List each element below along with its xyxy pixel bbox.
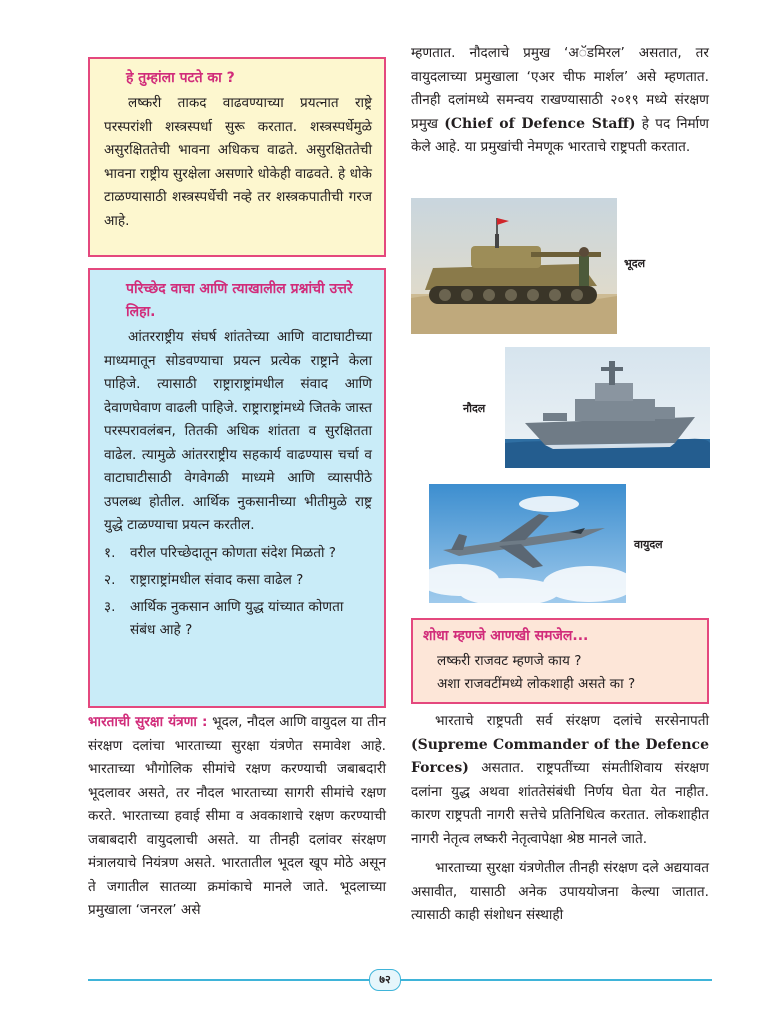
question-number: २.	[104, 571, 116, 588]
read-box	[88, 268, 386, 708]
airforce-jet-image	[429, 484, 626, 603]
right-top-text-before: म्हणतात. नौदलाचे प्रमुख ‘अॅडमिरल’ असतात, तर वायुदलाच्या प्रमुखाला ‘एअर चीफ मार्शल’ असे म्हणतात. तीनही दलांमध्ये समन्वय राखण्यासाठी २०१९ मध्ये संरक्षण प्रमुख	[411, 45, 709, 132]
right-top-english: (Chief of Defence Staff)	[444, 115, 636, 132]
modernization-paragraph: भारताच्या सुरक्षा यंत्रणेतील तीनही संरक्षण दले अद्ययावत असावीत, यासाठी अनेक उपाययोजना केल्या जातात. त्यासाठी काही संशोधन संस्थाही	[411, 860, 709, 923]
question-text: आर्थिक नुकसान आणि युद्ध यांच्यात कोणता संबंध आहे ?	[130, 598, 344, 638]
airforce-label: वायुदल	[634, 538, 663, 551]
section-lead: भारताची सुरक्षा यंत्रणा :	[88, 714, 208, 730]
find-box-line: लष्करी राजवट म्हणजे काय ?	[437, 653, 582, 669]
question-number: १.	[104, 544, 116, 561]
question-list	[104, 542, 372, 642]
think-box-text: लष्करी ताकद वाढवण्याच्या प्रयत्नात राष्ट्रे परस्परांशी शस्त्रस्पर्धा सुरू करतात. शस्त्रस्पर्धेमुळे असुरक्षिततेची भावना अधिकच वाढते. असुरक्षिततेची भावना राष्ट्रीय सुरक्षेला असणारे धोकेही वाढवते. हे धोके टाळण्यासाठी शस्त्रस्पर्धेची नव्हे तर शस्त्रकपातीची गरज आहे.	[104, 95, 372, 229]
question-item	[104, 569, 372, 592]
question-text: राष्ट्राराष्ट्रांमधील संवाद कसा वाढेल ?	[130, 571, 304, 588]
right-bottom-text	[411, 710, 709, 934]
think-box-heading: हे तुम्हांला पटते का ?	[126, 70, 235, 86]
page-number: ७२	[369, 969, 401, 991]
find-box-line: अशा राजवटींमध्ये लोकशाही असते का ?	[437, 676, 636, 692]
army-label: भूदल	[624, 257, 646, 270]
read-box-heading: परिच्छेद वाचा आणि त्याखालील प्रश्नांची उत्तरे लिहा.	[126, 281, 353, 320]
president-text-after: असतात. राष्ट्रपतींच्या संमतीशिवाय संरक्षण दलांना युद्ध अथवा शांततेसंबंधी निर्णय घेता येत नाहीत. कारण राष्ट्रपती नागरी सत्तेचे प्रतिनिधित्व करतात. लोकशाहीत नागरी नेतृत्व लष्करी नेतृत्वापेक्षा श्रेष्ठ मानले जाते.	[411, 760, 709, 847]
question-text: वरील परिच्छेदातून कोणता संदेश मिळतो ?	[130, 544, 337, 561]
army-tank-image	[411, 198, 617, 334]
question-number: ३.	[104, 598, 116, 615]
president-text-before: भारताचे राष्ट्रपती सर्व संरक्षण दलांचे सरसेनापती	[435, 713, 709, 729]
president-paragraph	[411, 710, 709, 851]
security-system-paragraph	[88, 711, 386, 923]
right-top-text-after: हे पद निर्माण केले आहे. या प्रमुखांची नेमणूक भारताचे राष्ट्रपती करतात.	[411, 115, 709, 155]
find-box-heading: शोधा म्हणजे आणखी समजेल...	[423, 628, 589, 644]
question-item	[104, 596, 372, 642]
section-text: भूदल, नौदल आणि वायुदल या तीन संरक्षण दलांचा भारताच्या सुरक्षा यंत्रणेत समावेश आहे. भारताच्या भौगोलिक सीमांचे रक्षण करण्याची जबाबदारी भूदलावर असते, तर नौदल भारताच्या सागरी सीमांचे रक्षण करते. भारताच्या हवाई सीमा व अवकाशाचे रक्षण करण्याची जबाबदारी वायुदलाची असते. या तीनही दलांवर संरक्षण मंत्रालयाचे नियंत्रण असते. भारतातील भूदल खूप मोठे असून ते जगातील सातव्या क्रमांकाचे मानले जाते. भूदलाच्या प्रमुखाला ‘जनरल’ असे	[88, 714, 386, 918]
find-box	[411, 618, 709, 704]
president-english: (Supreme Commander of the Defence Forces)	[411, 736, 709, 776]
navy-ship-image	[505, 347, 710, 468]
navy-label: नौदल	[463, 402, 486, 415]
question-item	[104, 542, 372, 565]
read-box-text: आंतरराष्ट्रीय संघर्ष शांततेच्या आणि वाटाघाटीच्या माध्यमातून सोडवण्याचा प्रयत्न प्रत्येक राष्ट्राने केला पाहिजे. त्यासाठी राष्ट्राराष्ट्रांमधील संवाद आणि देवाणघेवाण वाढली पाहिजे. राष्ट्राराष्ट्रांमध्ये जितके जास्त परस्परावलंबन, तितकी अधिक शांतता व सुरक्षितता वाढेल. त्यामुळे आंतरराष्ट्रीय सहकार्य वाढण्यास चर्चा व वाटाघाटीसाठी वेगवेगळी माध्यमे आणि व्यासपीठे उपलब्ध होतील. आर्थिक नुकसानीच्या भीतीमुळे राष्ट्र युद्धे टाळण्याचा प्रयत्न करतील.	[104, 329, 372, 533]
right-top-paragraph	[411, 42, 709, 160]
think-box	[88, 57, 386, 257]
